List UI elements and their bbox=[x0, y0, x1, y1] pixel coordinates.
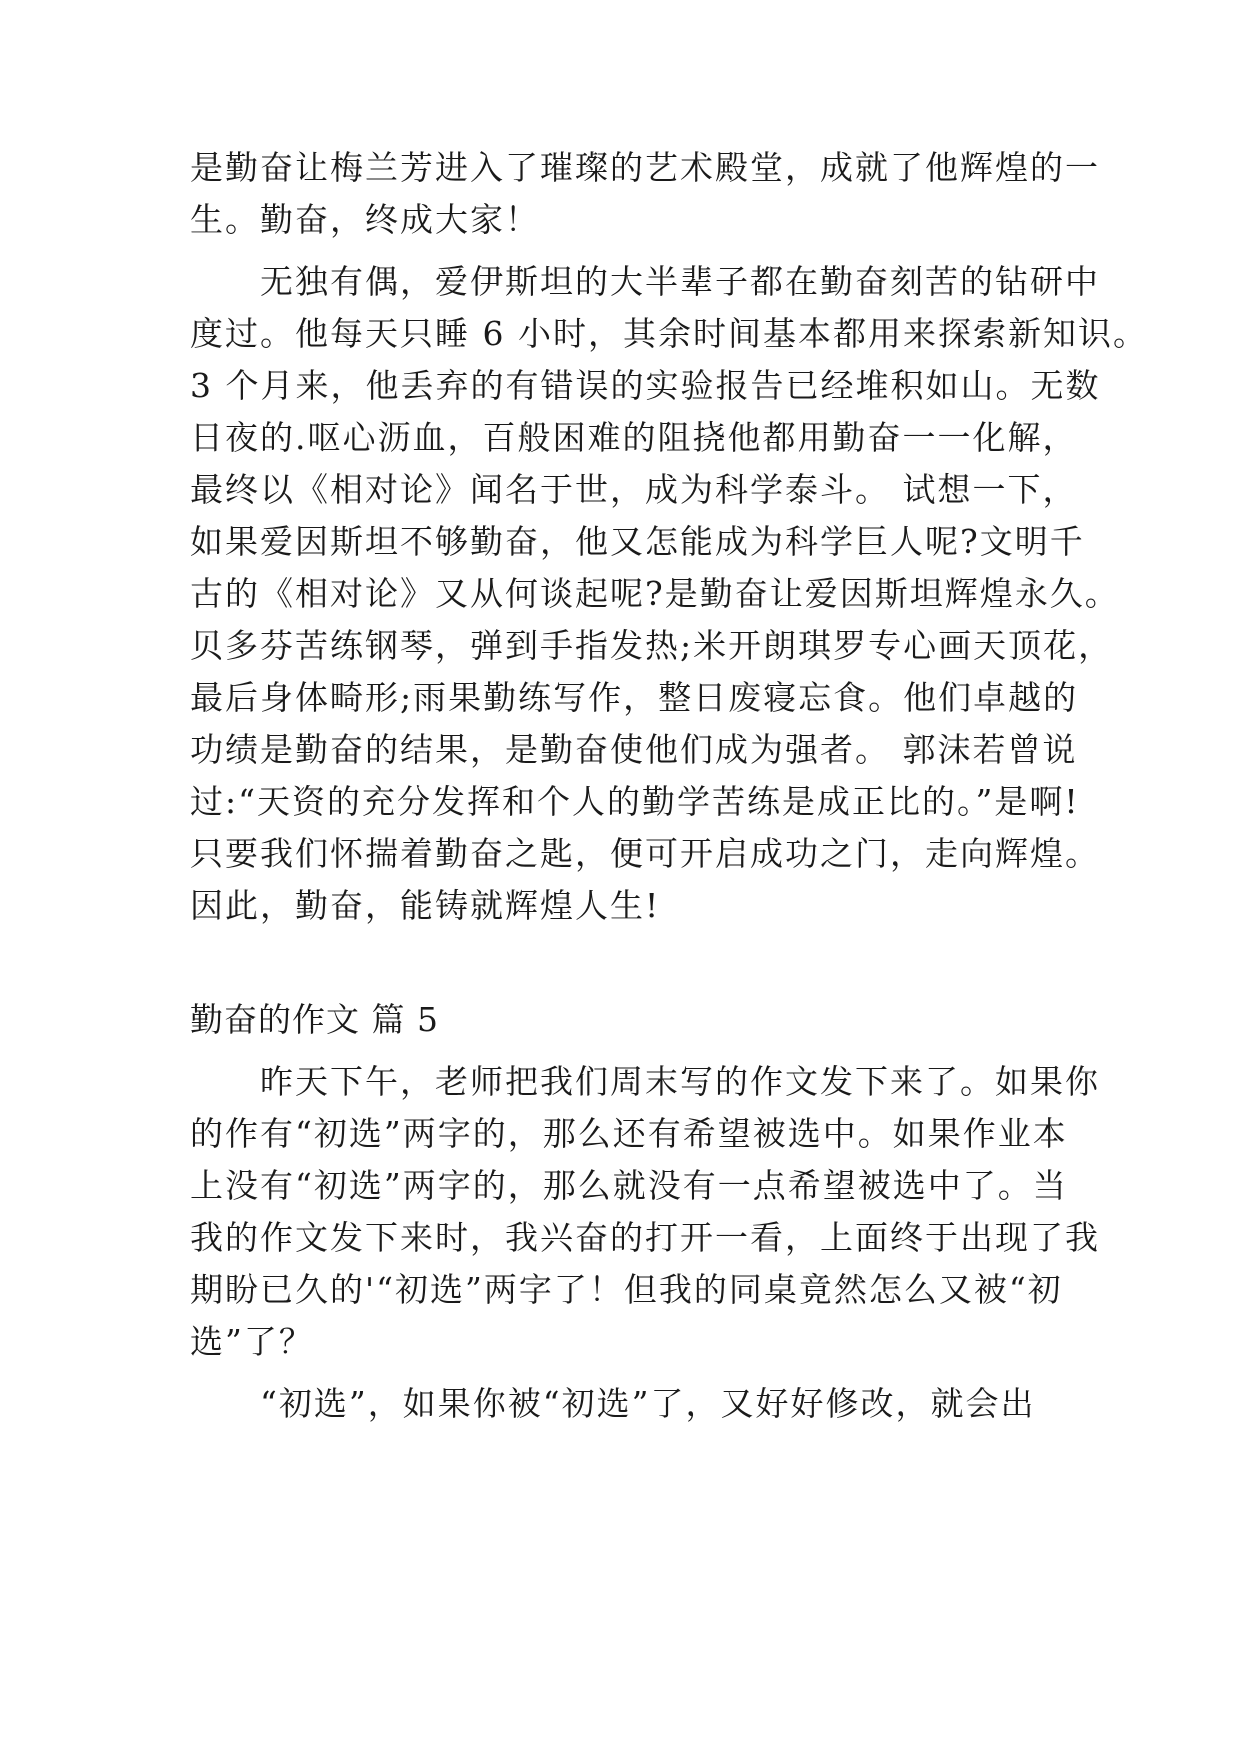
paragraph-line: 度过。他每天只睡 6 小时，其余时间基本都用来探索新知识。 bbox=[190, 314, 1148, 353]
paragraph-line: 选”了？ bbox=[190, 1322, 314, 1361]
paragraph-line: 生。勤奋，终成大家！ bbox=[190, 200, 540, 239]
paragraph-line: 昨天下午，老师把我们周末写的作文发下来了。如果你 bbox=[190, 1062, 1100, 1101]
paragraph-line: 因此，勤奋，能铸就辉煌人生! bbox=[190, 886, 661, 925]
paragraph-line: 上没有“初选”两字的，那么就没有一点希望被选中了。当 bbox=[190, 1166, 1068, 1205]
paragraph-line: “初选”，如果你被“初选”了，又好好修改，就会出 bbox=[190, 1384, 1036, 1423]
paragraph-line: 最终以《相对论》闻名于世，成为科学泰斗。 试想一下， bbox=[190, 470, 1078, 509]
paragraph-line: 古的《相对论》又从何谈起呢?是勤奋让爱因斯坦辉煌永久。 bbox=[190, 574, 1120, 613]
paragraph-line: 贝多芬苦练钢琴，弹到手指发热;米开朗琪罗专心画天顶花， bbox=[190, 626, 1114, 665]
paragraph-line: 无独有偶，爱伊斯坦的大半辈子都在勤奋刻苦的钻研中 bbox=[190, 262, 1100, 301]
paragraph-line: 只要我们怀揣着勤奋之匙，便可开启成功之门，走向辉煌。 bbox=[190, 834, 1100, 873]
paragraph-line: 功绩是勤奋的结果，是勤奋使他们成为强者。 郭沫若曾说 bbox=[190, 730, 1078, 769]
paragraph-line: 过:“天资的充分发挥和个人的勤学苦练是成正比的。”是啊! bbox=[190, 782, 1080, 821]
paragraph-line: 最后身体畸形;雨果勤练写作，整日废寝忘食。他们卓越的 bbox=[190, 678, 1079, 717]
paragraph-line: 日夜的.呕心沥血，百般困难的阻挠他都用勤奋一一化解， bbox=[190, 418, 1078, 457]
section-heading: 勤奋的作文 篇 5 bbox=[190, 1000, 439, 1039]
paragraph-line: 如果爱因斯坦不够勤奋，他又怎能成为科学巨人呢?文明千 bbox=[190, 522, 1085, 561]
paragraph-line: 期盼已久的'“初选”两字了！但我的同桌竟然怎么又被“初 bbox=[190, 1270, 1063, 1309]
paragraph-line: 的作有“初选”两字的，那么还有希望被选中。如果作业本 bbox=[190, 1114, 1068, 1153]
paragraph-line: 是勤奋让梅兰芳进入了璀璨的艺术殿堂，成就了他辉煌的一 bbox=[190, 148, 1100, 187]
paragraph-line: 3 个月来，他丢弃的有错误的实验报告已经堆积如山。无数 bbox=[190, 366, 1101, 405]
paragraph-line: 我的作文发下来时，我兴奋的打开一看，上面终于出现了我 bbox=[190, 1218, 1100, 1257]
